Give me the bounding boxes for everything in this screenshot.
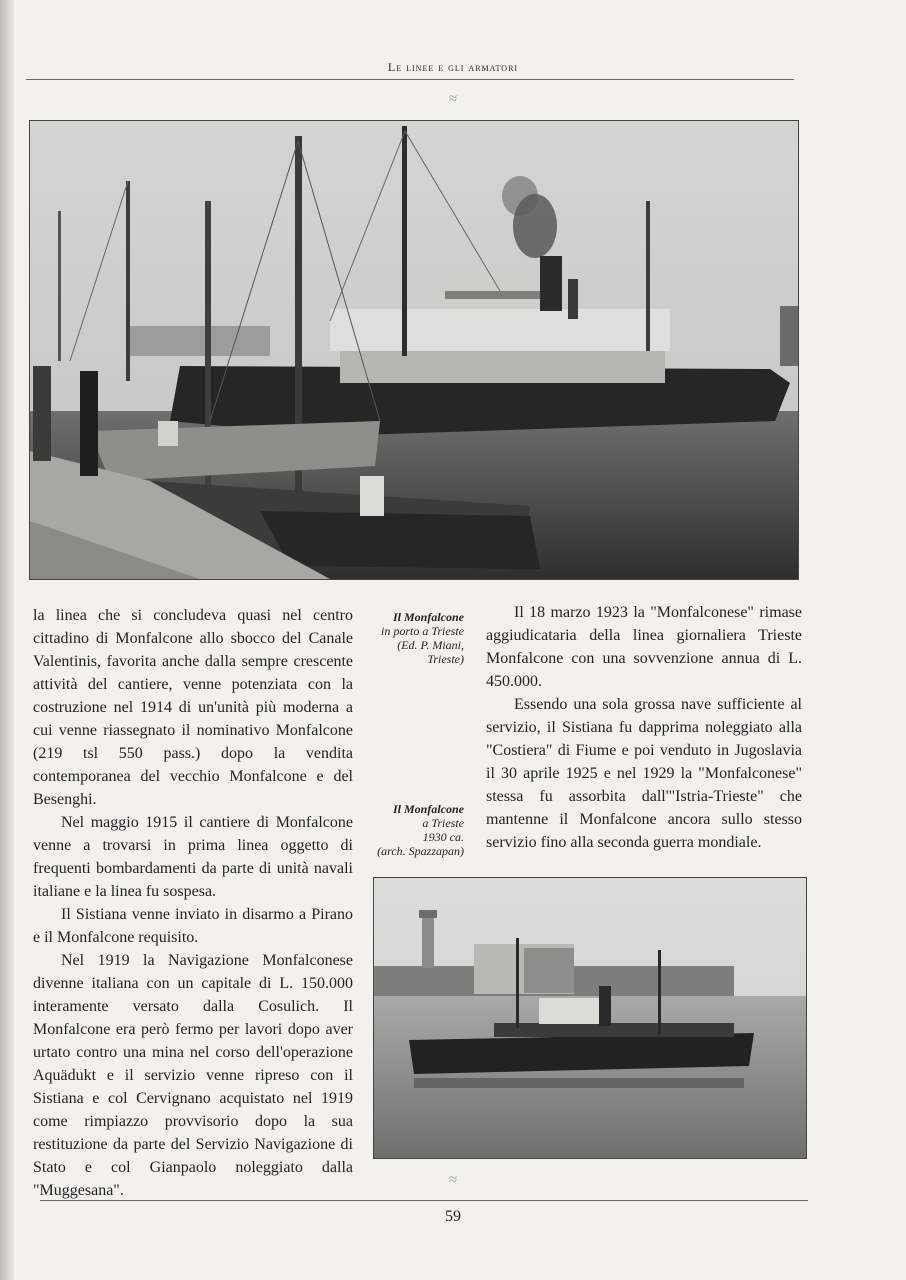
page-binding-edge [0,0,14,1280]
photo-monfalcone-in-port [29,120,799,580]
left-text-column [33,604,353,1202]
right-text-column [486,601,802,854]
photo-caption-2 [360,802,464,858]
wave-ornament-top: ≈ [448,91,458,107]
photo-monfalcone-1930 [373,877,807,1159]
paragraph: la linea che si concludeva quasi nel centro cittadino di Monfalcone allo sbocco del Canale Valentinis, favorita anche dalla sempre crescente attività del cantiere, venne potenziata con la costruzione nel 1914 di un'unità più moderna a cui venne riassegnato il nominativo Monfalcone (219 tsl 550 pass.) dopo la vendita contemporanea del vecchio Monfalcone e del Besenghi. [33,607,353,808]
page-number: 59 [445,1208,461,1225]
header-rule [26,79,794,80]
caption-title: Il Monfalcone [392,802,464,816]
paragraph: Nel 1919 la Navigazione Monfalconese divenne italiana con un capitale di L. 150.000 interamente versato dalla Cosulich. Il Monfalcone era però fermo per lavori dopo aver urtato contro una mina nel corso dell'operazione Aquädukt e il servizio venne ripreso con il Sistiana e col Cervignano acquistato nel 1919 come rimpiazzo provvisorio dopo la sua restituzione da parte del Servizio Navigazione di Stato e col Gianpaolo noleggiato dalla "Muggesana". [33,952,353,1199]
caption-line: (Ed. P. Miani, [397,638,464,652]
paragraph: Essendo una sola grossa nave sufficiente al servizio, il Sistiana fu dapprima noleggiato alla "Costiera" di Fiume e poi venduto in Jugoslavia il 30 aprile 1925 e nel 1929 la "Monfalconese" stessa fu assorbita dall'"Istria-Trieste" che mantenne il Monfalcone ancora sullo stesso servizio fino alla seconda guerra mondiale. [486,696,802,851]
caption-title: Il Monfalcone [392,610,464,624]
paragraph: Il 18 marzo 1923 la "Monfalconese" rimase aggiudicataria della linea giornaliera Trieste Monfalcone con una sovvenzione annua di L. 450.000. [486,604,802,690]
paragraph: Il Sistiana venne inviato in disarmo a Pirano e il Monfalcone requisito. [33,906,353,946]
running-head: Le linee e gli armatori [387,60,519,74]
photo-caption-1 [360,610,464,666]
caption-line: (arch. Spazzapan) [377,844,464,858]
caption-line: a Trieste [422,816,464,830]
footer-rule [40,1200,808,1201]
caption-line: 1930 ca. [422,830,464,844]
caption-line: Trieste) [427,652,464,666]
wave-ornament-bottom: ≈ [448,1172,458,1188]
paragraph: Nel maggio 1915 il cantiere di Monfalcone venne a trovarsi in prima linea oggetto di frequenti bombardamenti da parte di unità navali italiane e la linea fu sospesa. [33,814,353,900]
caption-line: in porto a Trieste [380,624,464,638]
